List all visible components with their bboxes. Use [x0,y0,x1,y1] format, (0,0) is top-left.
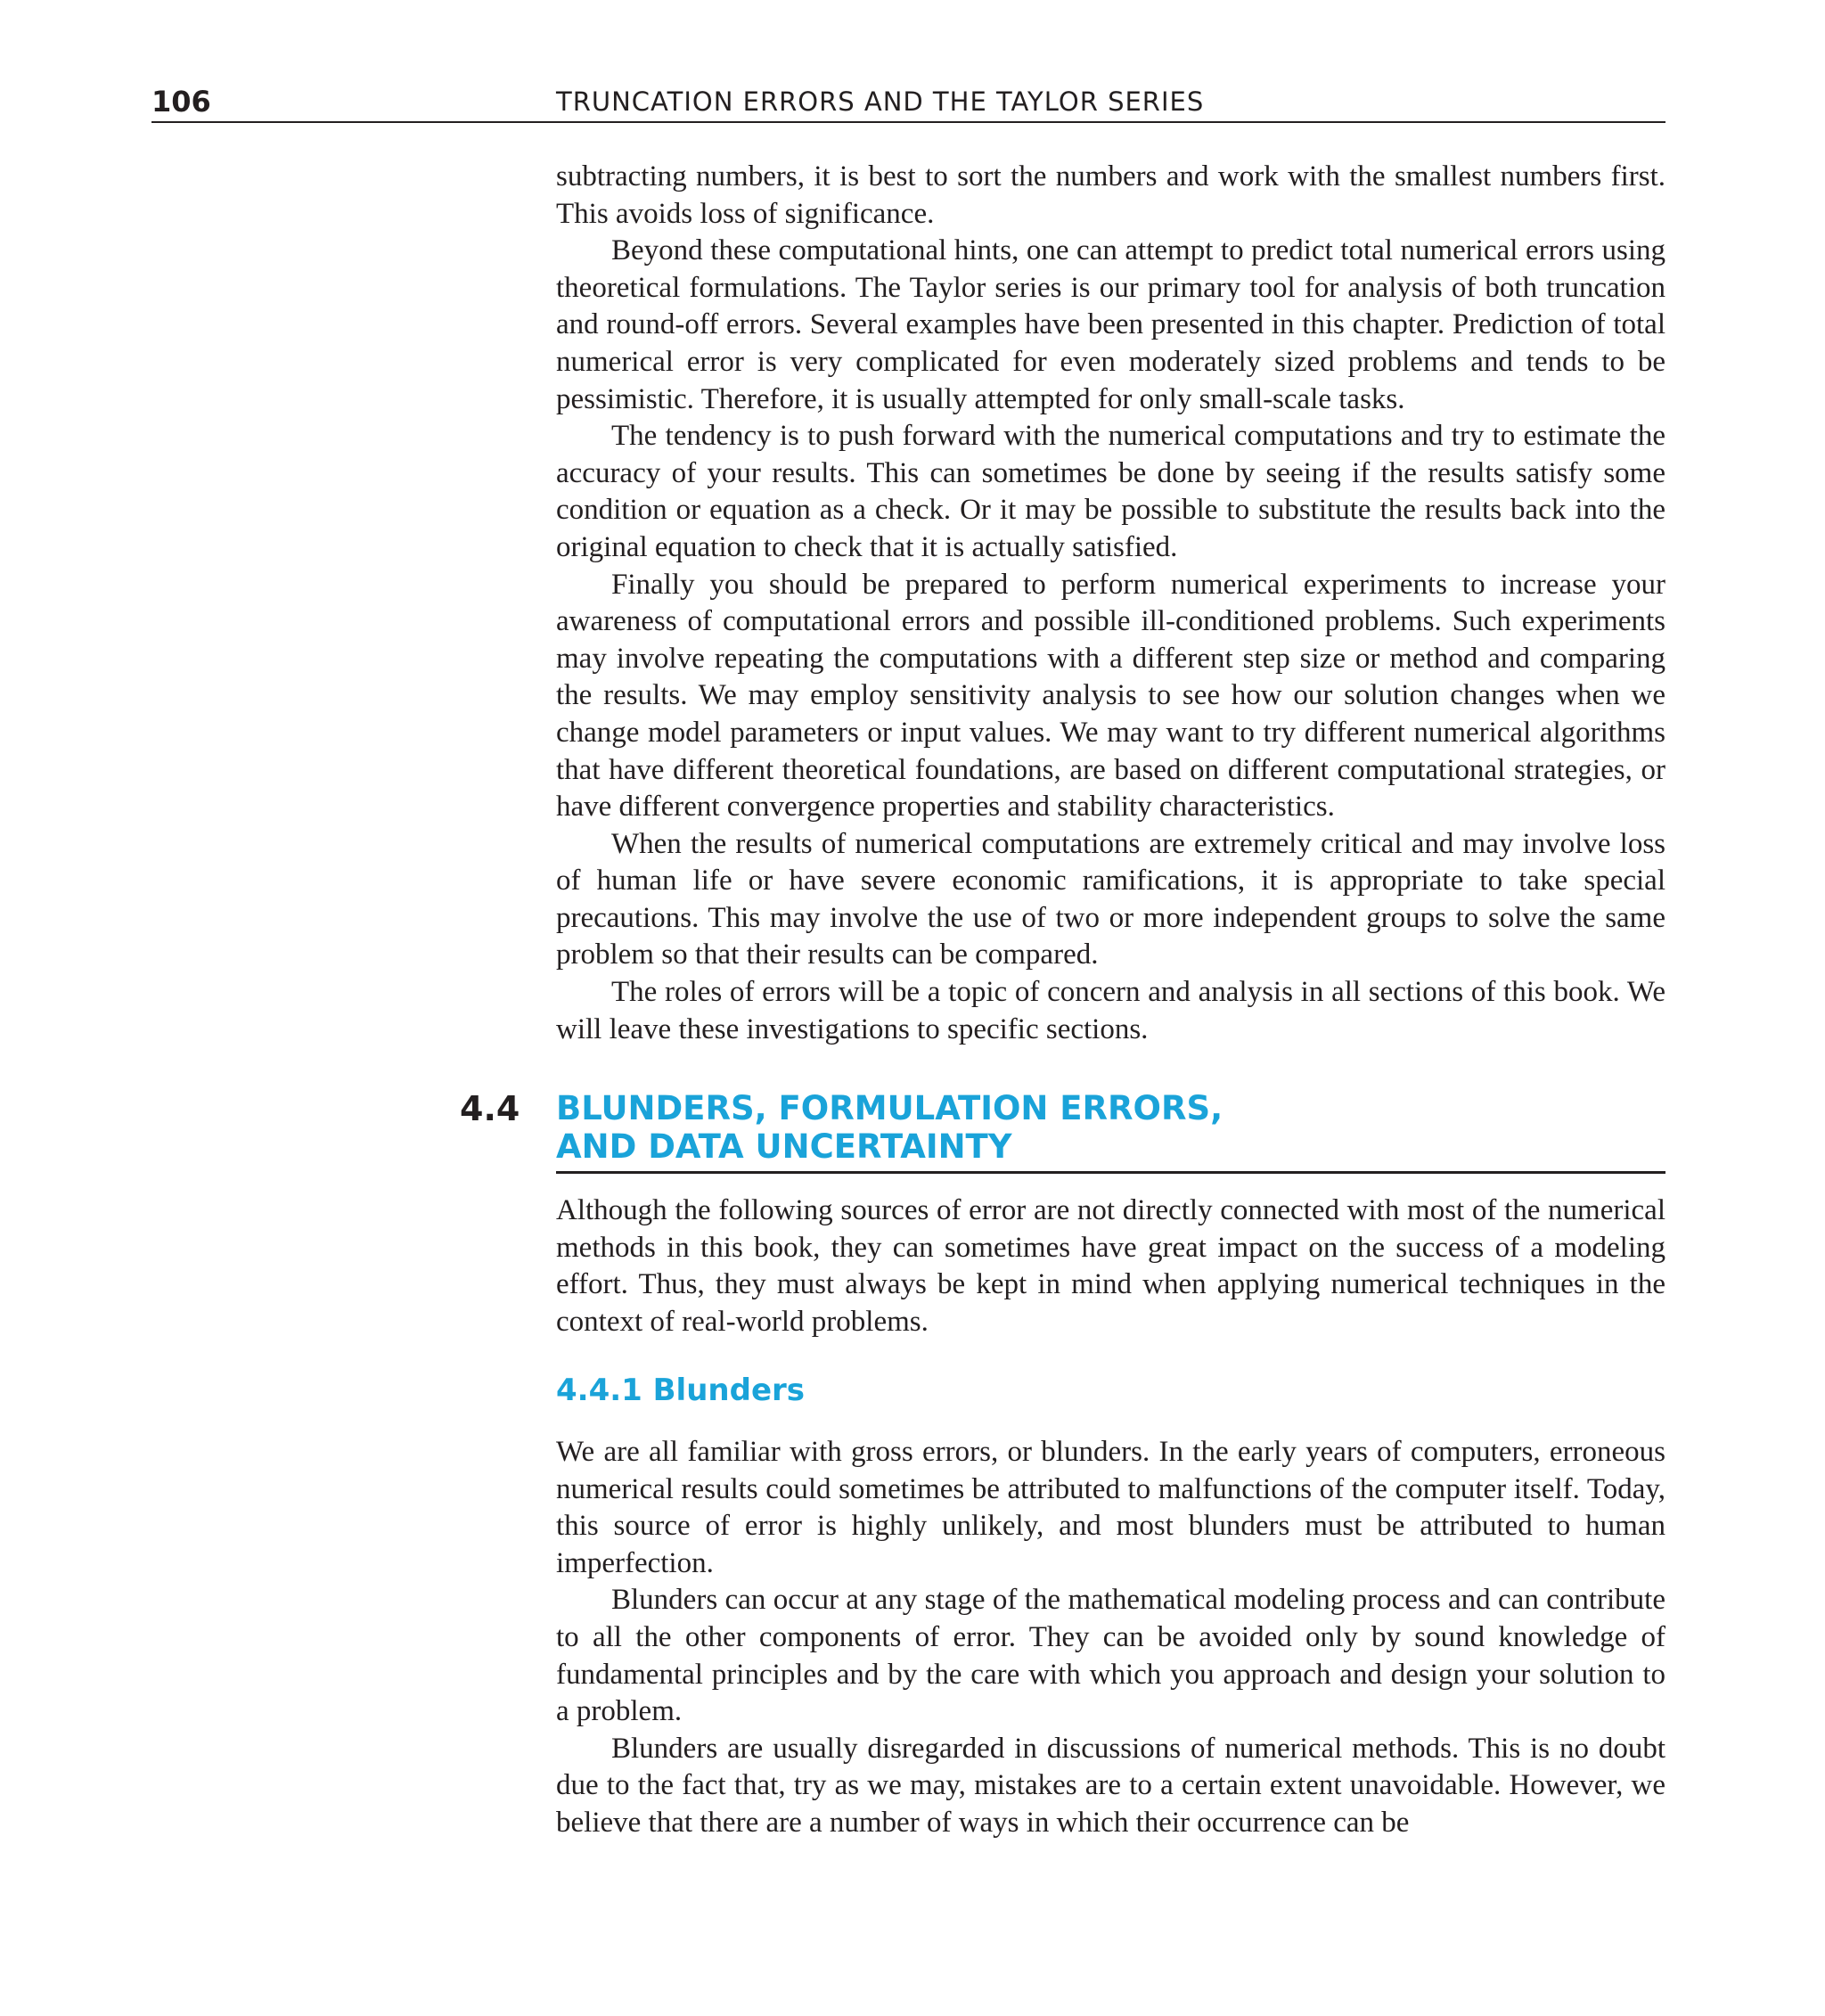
page-number: 106 [151,85,211,119]
paragraph: When the results of numerical computations are extremely critical and may involve loss of human life or have severe economic ramifications, it is appropriate to take special precautions. This may involve the use of two or more independent groups to solve the same problem so that their results can be compared. [556,827,1665,971]
section-title-line: AND DATA UNCERTAINTY [556,1127,1012,1166]
paragraph: Blunders can occur at any stage of the mathematical modeling process and can contribute to all the other components of error. They can be avoided only by sound knowledge of fundamental principles and by the care with which you approach and design your solution to a problem. [556,1584,1665,1728]
paragraph: The tendency is to push forward with the numerical computations and try to estimate the accuracy of your results. This can sometimes be done by seeing if the results satisfy some condition or equation as a check. Or it may be possible to substitute the results back into the original equation to check that it is actually satisfied. [556,420,1665,563]
paragraph: We are all familiar with gross errors, or blunders. In the early years of computers, erroneous numerical results could sometimes be attributed to malfunctions of the computer itself. Today, this source of error is highly unlikely, and most blunders must be attributed to human imperfection. [556,1436,1665,1579]
running-head [151,84,1665,123]
section-number: 4.4 [460,1089,520,1128]
section-title-line: BLUNDERS, FORMULATION ERRORS, [556,1089,1223,1127]
section-intro-text [556,1192,1665,1340]
paragraph: The roles of errors will be a topic of concern and analysis in all sections of this book. We will leave these investigations to specific sections. [556,976,1665,1045]
paragraph: Blunders are usually disregarded in discussions of numerical methods. This is no doubt due to the fact that, try as we may, mistakes are to a certain extent unavoidable. However, we believe that there are a number of ways in which their occurrence can be [556,1732,1665,1839]
paragraph: Finally you should be prepared to perform numerical experiments to increase your awareness of computational errors and possible ill-conditioned problems. Such experiments may involve repeating the computations with a different step size or method and comparing the results. We may employ sensitivity analysis to see how our solution changes when we change model parameters or input values. We may want to try different numerical algorithms that have different theoretical foundations, are based on different computational strategies, or have different convergence properties and stability characteristics. [556,568,1665,824]
subsection-title: 4.4.1 Blunders [556,1373,806,1408]
section-title [556,1089,1665,1174]
paragraph: Beyond these computational hints, one can attempt to predict total numerical errors using theoretical formulations. The Taylor series is our primary tool for analysis of both truncation and round-off errors. Several examples have been presented in this chapter. Prediction of total numerical error is very complicated for even moderately sized problems and tends to be pessimistic. Therefore, it is usually attempted for only small-scale tasks. [556,234,1665,415]
running-title: TRUNCATION ERRORS AND THE TAYLOR SERIES [556,86,1205,117]
intro-text [556,159,1665,1048]
subsection-text [556,1434,1665,1842]
paragraph: subtracting numbers, it is best to sort the numbers and work with the smallest numbers first. This avoids loss of significance. [556,160,1665,230]
paragraph: Although the following sources of error are not directly connected with most of the numerical methods in this book, they can sometimes have great impact on the success of a modeling effort. Thus, they must always be kept in mind when applying numerical techniques in the context of real-world problems. [556,1194,1665,1338]
